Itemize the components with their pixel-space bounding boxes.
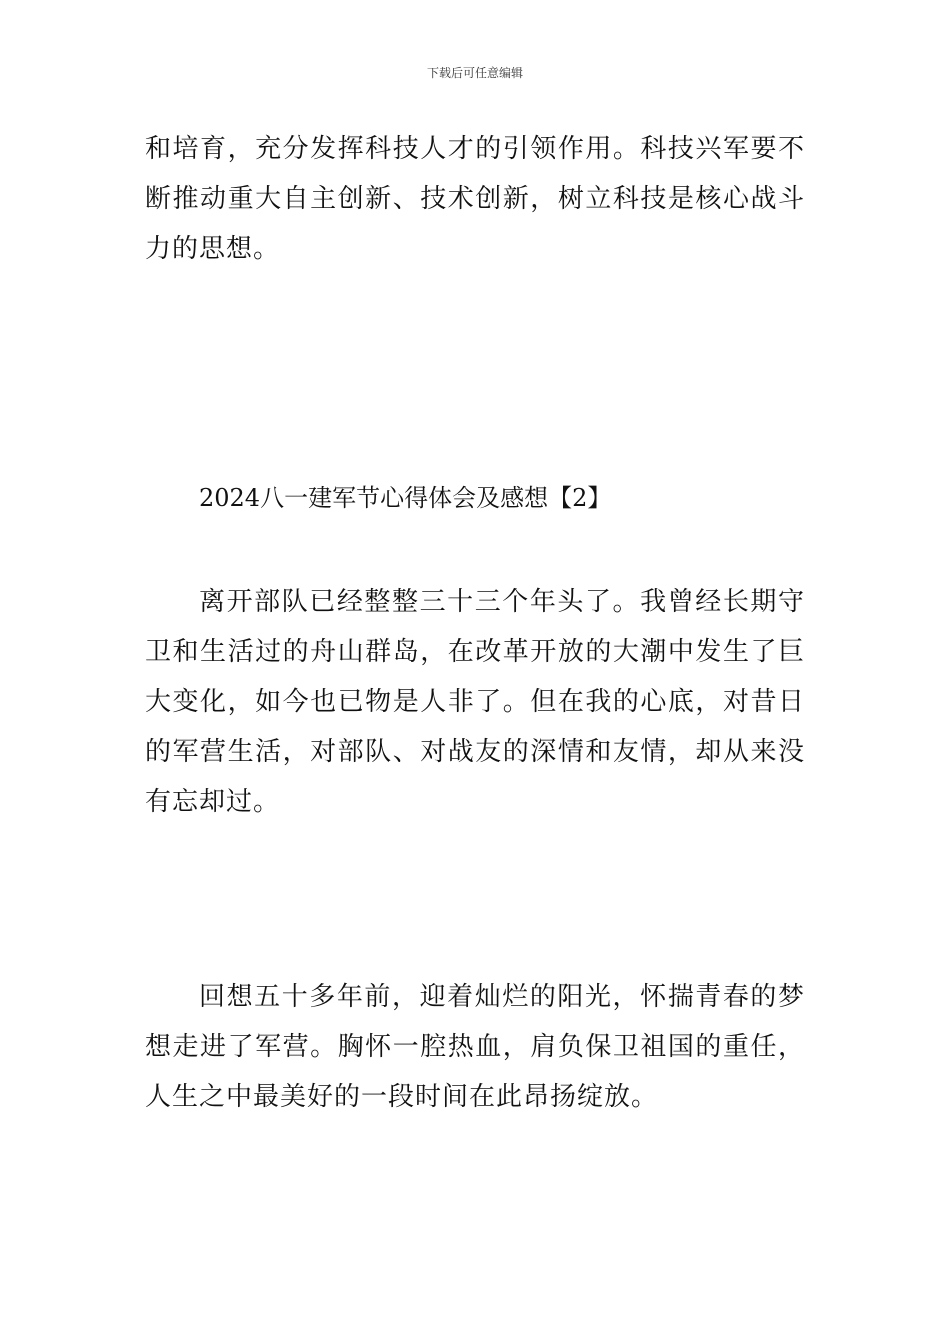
paragraph-leaving-army: 离开部队已经整整三十三个年头了。我曾经长期守卫和生活过的舟山群岛，在改革开放的大潮中发生了巨大变化，如今也已物是人非了。但在我的心底，对昔日的军营生活，对部队、对战友的深情和友情，却从来没有忘却过。 [145,587,805,817]
paragraph-continuation: 和培育，充分发挥科技人才的引领作用。科技兴军要不断推动重大自主创新、技术创新，树立科技是核心战斗力的思想。 [145,134,805,264]
section-heading: 2024八一建军节心得体会及感想【2】 [199,484,612,512]
page-header: 下载后可任意编辑 [426,66,523,80]
paragraph-recollection: 回想五十多年前，迎着灿烂的阳光，怀揣青春的梦想走进了军营。胸怀一腔热血，肩负保卫祖国的重任，人生之中最美好的一段时间在此昂扬绽放。 [145,982,805,1112]
